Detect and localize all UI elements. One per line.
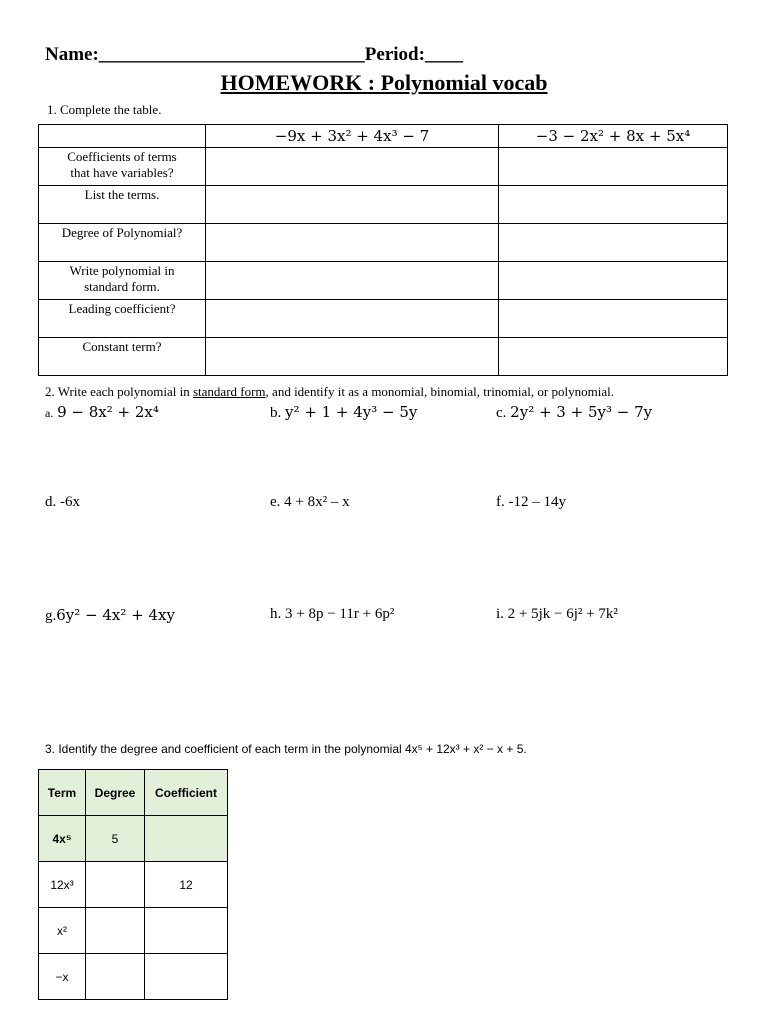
- problem-expression: y² + 1 + 4y³ − 5y: [285, 403, 418, 421]
- table-row: [39, 862, 228, 908]
- answer-cell[interactable]: [499, 300, 728, 338]
- answer-cell[interactable]: [206, 224, 499, 262]
- coefficient-cell[interactable]: [145, 954, 228, 1000]
- row-label-constant: Constant term?: [39, 338, 206, 376]
- answer-cell[interactable]: [206, 262, 499, 300]
- problem-expression: 2 + 5jk − 6j² + 7k²: [507, 606, 618, 622]
- table-row: [39, 816, 228, 862]
- problem-expression: -6x: [60, 494, 80, 510]
- problem-f: [496, 494, 566, 511]
- header-degree: Degree: [86, 770, 145, 816]
- table-row: [39, 954, 228, 1000]
- table-header-poly-2: −3 − 2x² + 8x + 5x⁴: [499, 125, 728, 148]
- q2-prompt-part: , and identify it as a monomial, binomial, trinomial, or polynomial.: [265, 384, 614, 399]
- term-degree-table: [38, 769, 228, 1000]
- q2-prompt: [45, 384, 614, 400]
- problem-label: d.: [45, 494, 57, 510]
- problem-a: [45, 403, 159, 422]
- problem-label: g.: [45, 608, 57, 624]
- table-row: [39, 338, 728, 376]
- row-label-line: that have variables?: [70, 165, 174, 180]
- table-header-blank: [39, 125, 206, 148]
- coefficient-cell[interactable]: [145, 816, 228, 862]
- row-label-line: Coefficients of terms: [67, 149, 177, 164]
- term-cell: −x: [39, 954, 86, 1000]
- problem-label: c.: [496, 405, 507, 421]
- problem-d: [45, 494, 80, 511]
- problem-i: [496, 606, 618, 623]
- answer-cell[interactable]: [499, 338, 728, 376]
- term-cell: 4x⁵: [39, 816, 86, 862]
- table-row: [39, 224, 728, 262]
- problem-label: f.: [496, 494, 505, 510]
- problem-e: [270, 494, 350, 511]
- row-label-terms: List the terms.: [39, 186, 206, 224]
- term-cell: x²: [39, 908, 86, 954]
- problem-expression: 6y² − 4x² + 4xy: [56, 606, 175, 624]
- problem-h: [270, 606, 394, 623]
- problem-label: i.: [496, 606, 504, 622]
- answer-cell[interactable]: [499, 224, 728, 262]
- q2-prompt-underlined: standard form: [192, 384, 266, 399]
- problem-label: e.: [270, 494, 281, 510]
- problem-expression: -12 – 14y: [508, 494, 566, 510]
- problem-label: h.: [270, 606, 282, 622]
- degree-cell[interactable]: [86, 954, 145, 1000]
- row-label-standard-form: [39, 262, 206, 300]
- problem-expression: 4 + 8x² – x: [284, 494, 350, 510]
- table-header-poly-1: −9x + 3x² + 4x³ − 7: [206, 125, 499, 148]
- row-label-line: Write polynomial in: [69, 263, 175, 278]
- term-cell: 12x³: [39, 862, 86, 908]
- row-label-leading-coefficient: Leading coefficient?: [39, 300, 206, 338]
- degree-cell: 5: [86, 816, 145, 862]
- answer-cell[interactable]: [206, 148, 499, 186]
- problem-label: a.: [45, 406, 54, 420]
- problem-c: [496, 403, 652, 422]
- row-label-degree: Degree of Polynomial?: [39, 224, 206, 262]
- answer-cell[interactable]: [499, 148, 728, 186]
- problem-b: [270, 403, 417, 422]
- table-row: [39, 908, 228, 954]
- row-label-line: standard form.: [84, 279, 160, 294]
- coefficient-cell[interactable]: [145, 908, 228, 954]
- page-title-text: HOMEWORK : Polynomial vocab: [220, 70, 548, 95]
- answer-cell[interactable]: [206, 186, 499, 224]
- coefficient-cell: 12: [145, 862, 228, 908]
- q2-prompt-part: 2. Write each polynomial in: [45, 384, 193, 399]
- problem-expression: 3 + 8p − 11r + 6p²: [285, 606, 395, 622]
- answer-cell[interactable]: [499, 262, 728, 300]
- q3-prompt: 3. Identify the degree and coefficient of each term in the polynomial 4x⁵ + 12x³ + x² − x + 5.: [45, 742, 527, 756]
- q1-prompt: 1. Complete the table.: [47, 102, 162, 117]
- answer-cell[interactable]: [499, 186, 728, 224]
- table-row: [39, 186, 728, 224]
- problem-label: b.: [270, 405, 282, 421]
- problem-expression: 2y² + 3 + 5y³ − 7y: [510, 403, 653, 421]
- table-row: [39, 148, 728, 186]
- vocab-table: [38, 124, 728, 376]
- degree-cell[interactable]: [86, 862, 145, 908]
- header-coefficient: Coefficient: [145, 770, 228, 816]
- table-row: [39, 262, 728, 300]
- table-header-row: [39, 770, 228, 816]
- answer-cell[interactable]: [206, 300, 499, 338]
- problem-expression: 9 − 8x² + 2x⁴: [57, 403, 159, 421]
- header-term: Term: [39, 770, 86, 816]
- problem-g: [45, 606, 175, 625]
- name-period-line: Name:____________________________Period:____: [45, 44, 463, 65]
- table-row: [39, 300, 728, 338]
- row-label-coefficients: [39, 148, 206, 186]
- page-title: [0, 70, 768, 96]
- answer-cell[interactable]: [206, 338, 499, 376]
- table-header-row: [39, 125, 728, 148]
- degree-cell[interactable]: [86, 908, 145, 954]
